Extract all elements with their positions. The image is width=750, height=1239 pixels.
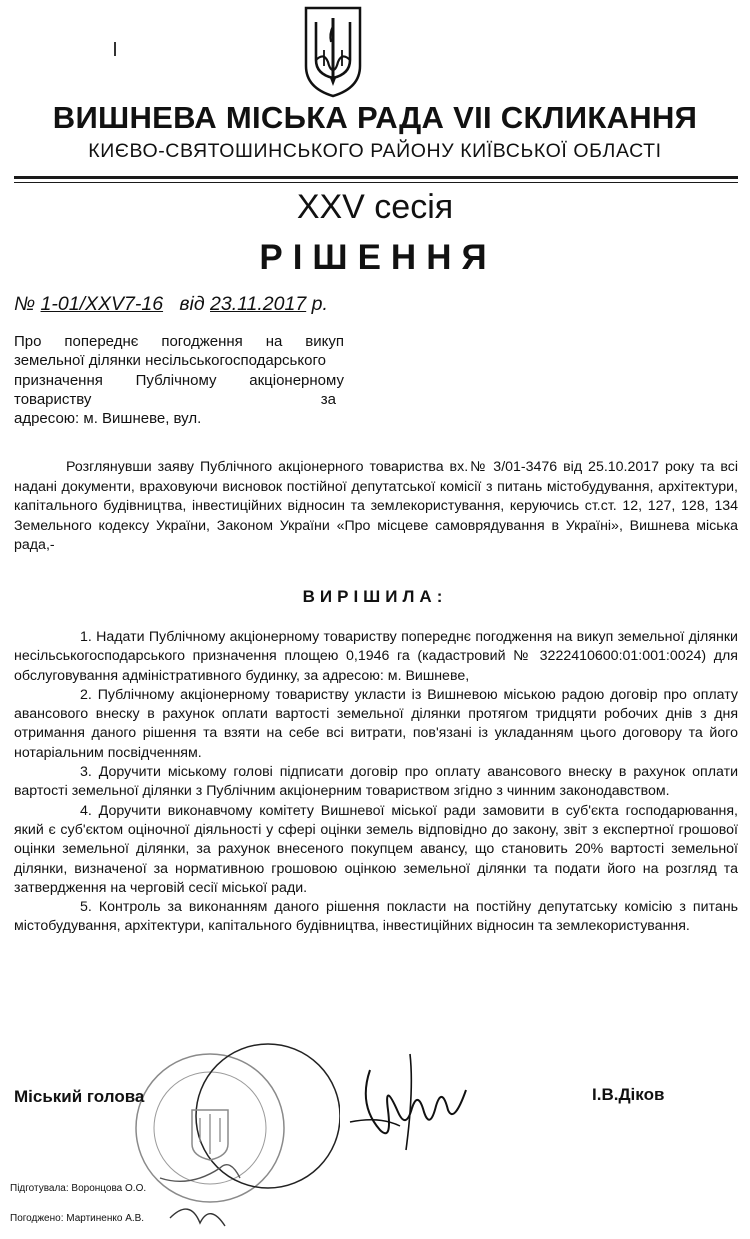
pen-mark bbox=[114, 42, 116, 56]
point-2: 2. Публічному акціонерному товариству укласти із Вишневою міською радою договір про оплату авансового внеску в рахунок оплати вартості земельної ділянки протягом тридцяти робочих днів з дня отримання даного рішення та взяти на себе всі витрати, пов'язані із укладанням цього договору та його нотаріальним посвідченням. bbox=[14, 686, 738, 761]
trident-emblem-icon bbox=[302, 4, 364, 100]
council-subtitle: КИЄВО-СВЯТОШИНСЬКОГО РАЙОНУ КИЇВСЬКОЇ ОБЛАСТІ bbox=[88, 140, 662, 162]
point-3: 3. Доручити міському голові підписати договір про оплату авансового внеску в рахунок оплати вартості земельної ділянки з Публічним акціонерним товариством згідно з чинним законодавством. bbox=[14, 764, 738, 800]
agreed-with: Погоджено: Мартиненко А.В. bbox=[10, 1213, 145, 1224]
mayor-name: І.В.Діков bbox=[592, 1085, 665, 1104]
number-label: № bbox=[14, 293, 36, 315]
date-label: від bbox=[179, 293, 205, 315]
point-4: 4. Доручити виконавчому комітету Вишневої міської ради замовити в суб'єкта господарювання, який є суб'єктом оціночної діяльності у сфері оцінки земель відповідно до закону, звіт з експертної грошової оцінки земельної ділянки, за рахунок внесеного покупцем авансу, що становить 20% вартості земельної ділянки, визначеної за нормативною грошовою оцінкою земельної ділянки та подати його на розгляд та затвердження на черговій сесії міської ради. bbox=[14, 802, 738, 896]
council-title: ВИШНЕВА МІСЬКА РАДА VII СКЛИКАННЯ bbox=[52, 100, 698, 135]
year-suffix: р. bbox=[311, 293, 328, 315]
point-1: 1. Надати Публічному акціонерному товариству попереднє погодження на викуп земельної ділянки несільськогосподарського призначення площею 0,1946 га (кадастровий № 3222410600:01:001:0024) для обслуговування адміністративного будинку, за адресою: м. Вишневе, bbox=[14, 629, 738, 684]
prepared-by: Підготувала: Воронцова О.О. bbox=[10, 1183, 147, 1194]
resolved-title: ВИРІШИЛА: bbox=[302, 587, 448, 606]
subject-line: адресою: м. Вишневе, вул. bbox=[14, 410, 202, 428]
decision-date: 23.11.2017 bbox=[210, 293, 307, 315]
decision-number: 1-01/XXV7-16 bbox=[40, 293, 164, 315]
subject-line: земельної ділянки несільськогосподарського bbox=[14, 352, 326, 370]
subject-line: призначення Публічному акціонерному bbox=[14, 371, 344, 389]
subject-line bbox=[14, 390, 344, 409]
mayor-signature bbox=[340, 1050, 470, 1155]
mayor-position: Міський голова bbox=[14, 1087, 145, 1106]
decision-title: РІШЕННЯ bbox=[259, 238, 497, 277]
session-title: XXV сесія bbox=[296, 188, 454, 226]
preamble bbox=[14, 458, 738, 556]
subject-line-right: за bbox=[320, 390, 336, 408]
preamble-text: Розглянувши заяву Публічного акціонерного товариства вх.№ 3/01-3476 від 25.10.2017 року та всі надані документи, враховуючи висновок постійної депутатської комісії з питань містобудування, архітектури, капітального будівництва, інвестиційних відносин та землекористування, керуючись ст.ст. 12, 127, 128, 134 Земельного кодексу України, Законом України «Про місцеве самоврядування в Україні», Вишнева міська рада,- bbox=[14, 459, 738, 553]
decision-points bbox=[14, 628, 738, 937]
decision-number-line bbox=[14, 293, 328, 316]
subject-line: Про попереднє погодження на викуп bbox=[14, 333, 344, 350]
official-seal-stamp bbox=[130, 1018, 340, 1233]
point-5: 5. Контроль за виконанням даного рішення покласти на постійну депутатську комісію з питань містобудування, архітектури, капітального будівництва, інвестиційних відносин та землекористування. bbox=[14, 899, 738, 935]
header-divider-thin bbox=[14, 182, 738, 183]
decision-subject bbox=[14, 332, 344, 428]
header-divider-thick bbox=[14, 176, 738, 179]
subject-line-left: товариству bbox=[14, 390, 92, 408]
